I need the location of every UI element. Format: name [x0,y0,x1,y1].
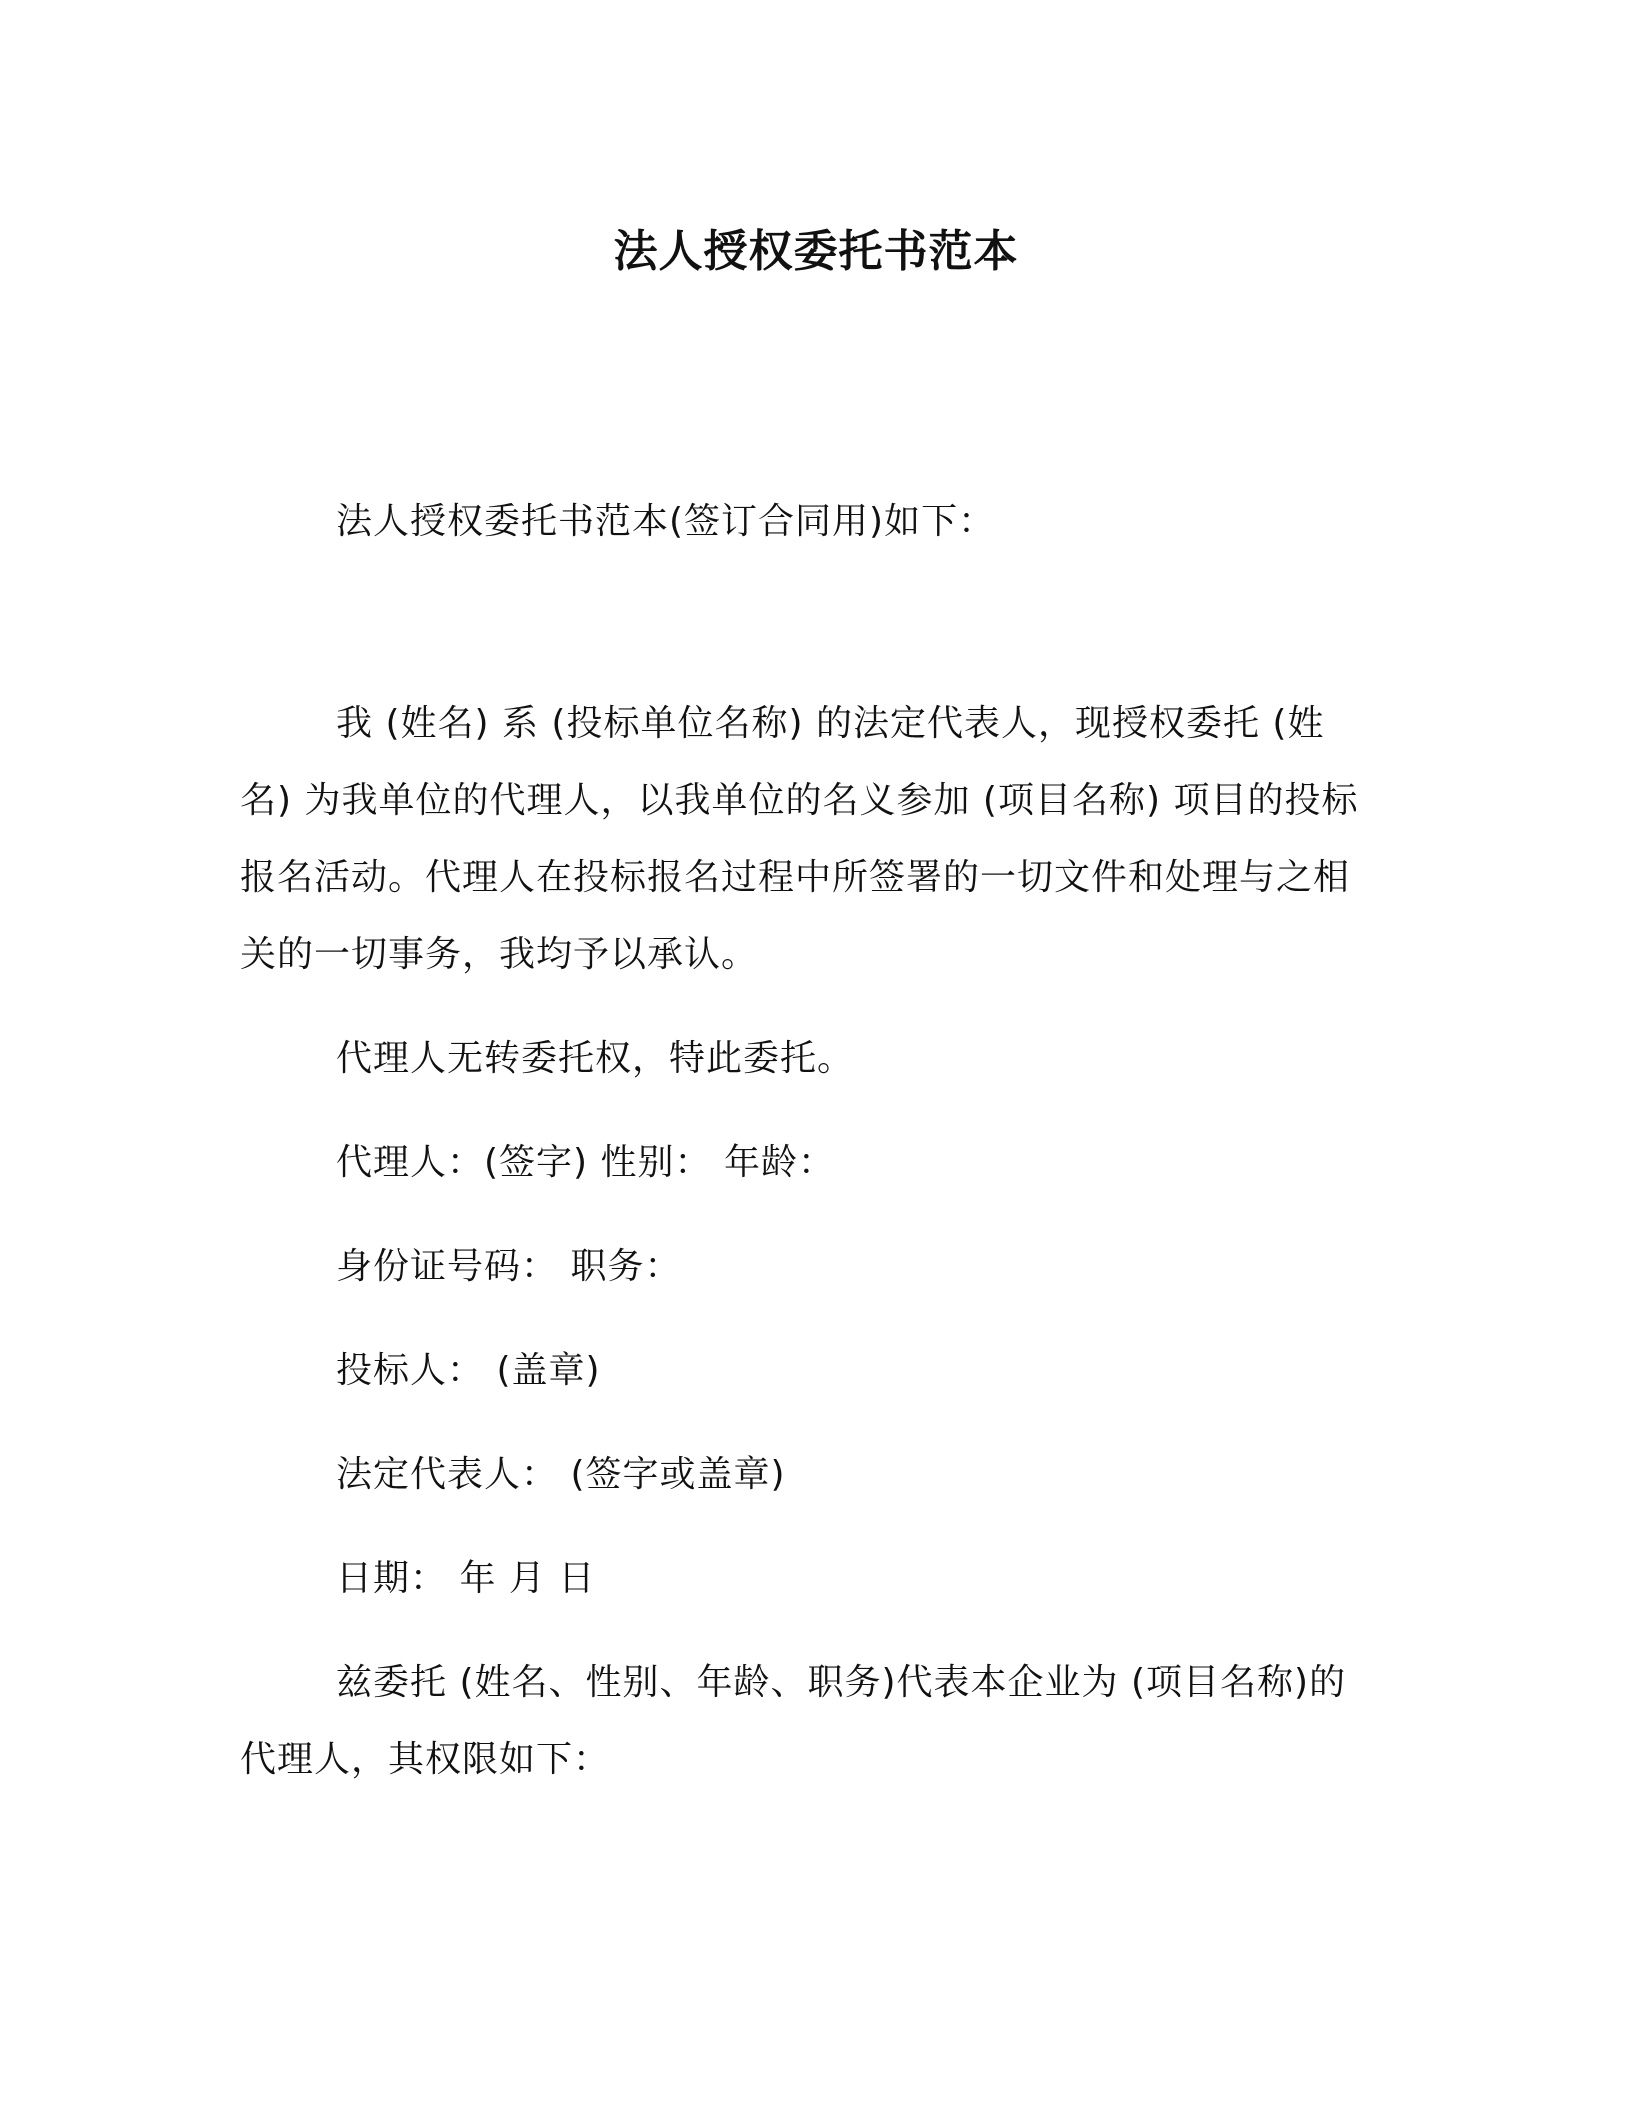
bidder-seal-line: 投标人： (盖章) [336,1350,601,1391]
scope-intro-paragraph: 兹委托 (姓名、性别、年龄、职务)代表本企业为 (项目名称)的代理人，其权限如下： [240,1662,1347,1780]
authorization-body-paragraph: 我 (姓名) 系 (投标单位名称) 的法定代表人，现授权委托 (姓名) 为我单位的代理人，以我单位的名义参加 (项目名称) 项目的投标报名活动。代理人在投标报名过程中所签署的一切文件和处理与之相关的一切事务，我均予以承认。 [240,703,1359,975]
no-redelegation-paragraph: 代理人无转委托权，特此委托。 [336,1038,855,1079]
document-title: 法人授权委托书范本 [613,226,1019,277]
id-number-line: 身份证号码： 职务： [336,1246,682,1287]
agent-signature-line: 代理人：(签字) 性别： 年龄： [336,1142,835,1183]
legal-representative-line: 法定代表人： (签字或盖章) [336,1454,786,1495]
intro-paragraph: 法人授权委托书范本(签订合同用)如下： [336,501,996,542]
date-line: 日期： 年 月 日 [336,1558,596,1599]
